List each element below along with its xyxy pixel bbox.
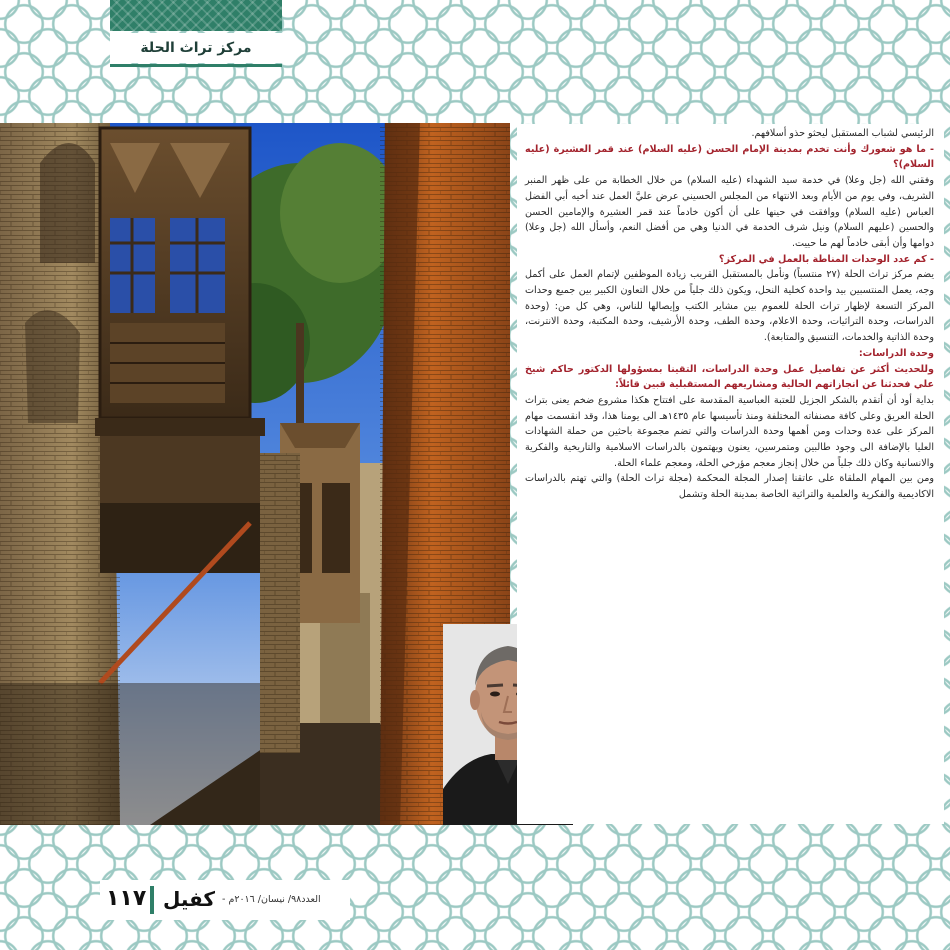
- footer-divider: [150, 886, 154, 914]
- section-title: مركز تراث الحلة: [110, 33, 282, 63]
- issue-info: العدد٩٨/ نيسان/ ٢٠١٦م -: [222, 894, 321, 905]
- article-paragraph: يضم مركز تراث الحلة (٢٧ منتسباً) ونأمل بالمستقبل القريب زيادة الموظفين لإتمام العمل على أكمل وجه، يعمل المنتسبين بيد واحدة كخلية النحل، ويكون ذلك جلياً من خلال التعاون الكبير بين جميع وحدات المركز التسعة لإظهار تراث الحلة للعموم بين مشاير الكتب وإيصالها للناس، وهي كل من: (وحدة الدراسات، وحدة التراثيات، وحدة الاعلام، وحدة الطف، وحدة الأرشيف، وحدة المكتبة، وحدة الانترنت، وحدة الذاتية والخدمات، التنسيق والمتابعة).: [525, 269, 934, 344]
- article-paragraph: وفقني الله (جل وعلا) في خدمة سيد الشهداء (عليه السلام) من خلال الخطابة من على ظهر المنبر الشريف، وفي يوم من الأيام وبعد الانتهاء من المجلس الحسيني عرض عليَّ العمل عند أخيه أبي الفضل العباس (عليه السلام) ووافقت في حينها على أن أكون خادماً عند قمر العشيرة والإمامين الحسن والحسين (عليهم السلام) ونيل شرف الخدمة في الدنيا وهي من أفضل النعم، وأسأل الله (جل وعلا) دوامها وأن أبقى خادماً لهم ما حييت.: [525, 175, 934, 249]
- interview-question: - كم عدد الوحدات المناطة بالعمل في المركز؟: [718, 253, 934, 265]
- page-number: ١١٧: [106, 886, 147, 911]
- interview-intro: وللحديث أكثر عن تفاصيل عمل وحدة الدراسات، التقينا بمسؤولها الدكتور حاكم شيخ علي فحدثنا عن انجازاتهم الحالية ومشاريعهم المستقبلية قبين قائلاً:: [525, 363, 934, 391]
- alley-photo: [0, 123, 510, 825]
- article-paragraph: بداية أود أن أتقدم بالشكر الجزيل للعتبة العباسية المقدسة على افتتاح هكذا مشروع ضخم يعنى بتراث الحلة العريق وعلى كافة مصنفاته المختلفة ومنذ تأسيسها عام ١٤٣٥هـ الى يومنا هذا، وقد انقسمت مهام المركز على عدة وحدات ومن أهمها وحدة الدراسات والتي تضم مجموعة باحثين من حملة الشهادات العليا بالإضافة الى وجود طالبين ومتمرسين، يعنون ويهتمون بالدراسات الاسلامية والتاريخية والفكرية والانسانية وكان ذلك جلياً من خلال إنجاز معجم مؤرخي الحلة، ومعجم علماء الحلة.: [525, 394, 934, 469]
- header-rule: [110, 64, 282, 67]
- interview-question: - ما هو شعورك وأنت تخدم بمدينة الإمام الحسن (عليه السلام) عند قمر العشيرة (عليه السلام)؟: [525, 143, 934, 171]
- section-heading: وحدة الدراسات:: [858, 347, 934, 359]
- magazine-logo: كفيل: [162, 887, 216, 911]
- header-ornament-band: [110, 0, 282, 31]
- article-paragraph: الرئيسي لشباب المستقبل ليحثو حذو أسلافهم.: [751, 128, 934, 139]
- article-paragraph: ومن بين المهام الملقاة على عاتقنا إصدار المجلة المحكمة (مجلة تراث الحلة) والتي تهتم بالدراسات الاكاديمية والفكرية والعلمية والتراثية الخاصة بمدينة الحلة وتشمل: [525, 473, 934, 501]
- article-column: [517, 124, 944, 824]
